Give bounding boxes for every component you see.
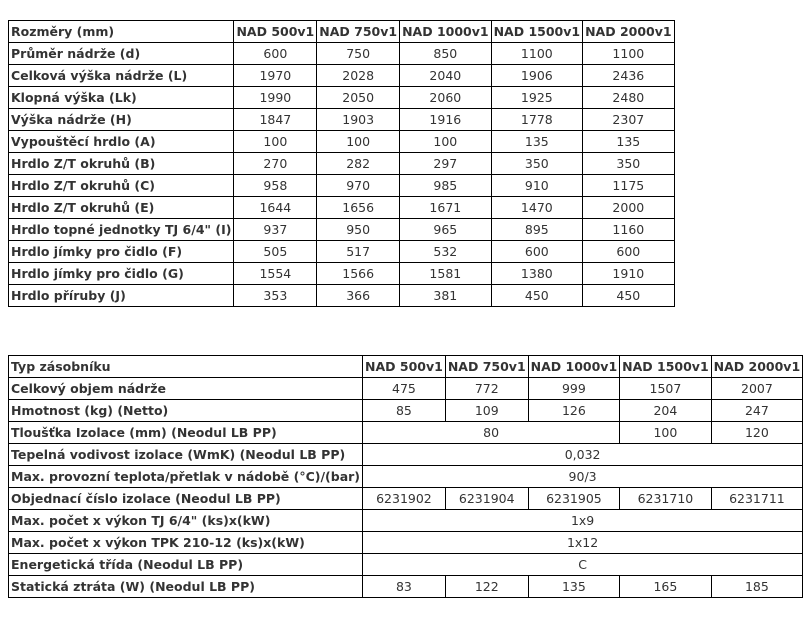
value-cell: 109 [445,400,528,422]
table-row [9,488,803,510]
value-cell: 6231711 [711,488,803,510]
table-title-cell: Typ zásobníku [9,356,363,378]
value-cell: 1x12 [363,532,803,554]
value-cell: 120 [711,422,803,444]
column-header: NAD 1500v1 [620,356,712,378]
value-cell: 958 [234,175,317,197]
row-label: Max. provozní teplota/přetlak v nádobě (°C)/(bar) [9,466,363,488]
row-label: Energetická třída (Neodul LB PP) [9,554,363,576]
column-header: NAD 2000v1 [711,356,803,378]
table-row [9,576,803,598]
table-row [9,175,675,197]
value-cell: 350 [491,153,583,175]
value-cell: 85 [363,400,446,422]
table-row [9,532,803,554]
row-label: Klopná výška (Lk) [9,87,234,109]
table-header-row [9,356,803,378]
value-cell: 1916 [400,109,492,131]
row-label: Hrdlo Z/T okruhů (E) [9,197,234,219]
column-header: NAD 1000v1 [400,21,492,43]
value-cell: 247 [711,400,803,422]
value-cell: 2307 [583,109,675,131]
value-cell: 2000 [583,197,675,219]
value-cell: 270 [234,153,317,175]
value-cell: 1906 [491,65,583,87]
value-cell: 135 [528,576,620,598]
value-cell: 6231710 [620,488,712,510]
value-cell: 1100 [491,43,583,65]
tank-specs-table [8,355,803,598]
row-label: Hmotnost (kg) (Netto) [9,400,363,422]
value-cell: 6231904 [445,488,528,510]
value-cell: 135 [583,131,675,153]
column-header: NAD 750v1 [317,21,400,43]
row-label: Hrdlo příruby (J) [9,285,234,307]
value-cell: 100 [317,131,400,153]
value-cell: 1175 [583,175,675,197]
value-cell: 1507 [620,378,712,400]
value-cell: 100 [620,422,712,444]
value-cell: 1644 [234,197,317,219]
value-cell: 1554 [234,263,317,285]
row-label: Tepelná vodivost izolace (WmK) (Neodul LB PP) [9,444,363,466]
value-cell: 353 [234,285,317,307]
row-label: Max. počet x výkon TJ 6/4" (ks)x(kW) [9,510,363,532]
table-row [9,43,675,65]
value-cell: 450 [491,285,583,307]
value-cell: 122 [445,576,528,598]
row-label: Max. počet x výkon TPK 210-12 (ks)x(kW) [9,532,363,554]
value-cell: 1778 [491,109,583,131]
row-label: Celkový objem nádrže [9,378,363,400]
table-title-cell: Rozměry (mm) [9,21,234,43]
value-cell: 450 [583,285,675,307]
table-row [9,131,675,153]
column-header: NAD 1000v1 [528,356,620,378]
value-cell: 100 [400,131,492,153]
row-label: Hrdlo Z/T okruhů (B) [9,153,234,175]
table-row [9,378,803,400]
value-cell: 1470 [491,197,583,219]
value-cell: 350 [583,153,675,175]
value-cell: 1380 [491,263,583,285]
value-cell: 366 [317,285,400,307]
value-cell: 6231905 [528,488,620,510]
row-label: Vypouštěcí hrdlo (A) [9,131,234,153]
value-cell: 895 [491,219,583,241]
value-cell: 1990 [234,87,317,109]
value-cell: 1903 [317,109,400,131]
table-row [9,466,803,488]
row-label: Výška nádrže (H) [9,109,234,131]
value-cell: 2007 [711,378,803,400]
table-row [9,65,675,87]
table-row [9,219,675,241]
value-cell: 2060 [400,87,492,109]
value-cell: 999 [528,378,620,400]
value-cell: 204 [620,400,712,422]
value-cell: 0,032 [363,444,803,466]
row-label: Statická ztráta (W) (Neodul LB PP) [9,576,363,598]
value-cell: 772 [445,378,528,400]
tank-specs-table-body [9,356,803,598]
row-label: Tloušťka Izolace (mm) (Neodul LB PP) [9,422,363,444]
column-header: NAD 500v1 [363,356,446,378]
value-cell: 1656 [317,197,400,219]
value-cell: 532 [400,241,492,263]
value-cell: 297 [400,153,492,175]
value-cell: 985 [400,175,492,197]
value-cell: 1100 [583,43,675,65]
value-cell: 80 [363,422,620,444]
table-row [9,285,675,307]
table-row [9,422,803,444]
value-cell: 2040 [400,65,492,87]
value-cell: 1160 [583,219,675,241]
value-cell: 517 [317,241,400,263]
value-cell: 1581 [400,263,492,285]
value-cell: 165 [620,576,712,598]
table-row [9,554,803,576]
value-cell: 83 [363,576,446,598]
row-label: Hrdlo jímky pro čidlo (F) [9,241,234,263]
value-cell: 750 [317,43,400,65]
value-cell: 965 [400,219,492,241]
table-row [9,87,675,109]
table-header-row [9,21,675,43]
value-cell: 950 [317,219,400,241]
value-cell: 1910 [583,263,675,285]
value-cell: 475 [363,378,446,400]
value-cell: 381 [400,285,492,307]
column-header: NAD 2000v1 [583,21,675,43]
table-row [9,153,675,175]
row-label: Hrdlo Z/T okruhů (C) [9,175,234,197]
row-label: Průměr nádrže (d) [9,43,234,65]
value-cell: 2050 [317,87,400,109]
table-row [9,444,803,466]
row-label: Hrdlo topné jednotky TJ 6/4" (I) [9,219,234,241]
value-cell: 1566 [317,263,400,285]
value-cell: 100 [234,131,317,153]
value-cell: 2028 [317,65,400,87]
dimensions-table-body [9,21,675,307]
value-cell: 1970 [234,65,317,87]
value-cell: 1671 [400,197,492,219]
value-cell: 850 [400,43,492,65]
table-row [9,400,803,422]
table-row [9,197,675,219]
row-label: Celková výška nádrže (L) [9,65,234,87]
value-cell: 90/3 [363,466,803,488]
table-row [9,109,675,131]
value-cell: C [363,554,803,576]
table-row [9,263,675,285]
dimensions-table [8,20,675,307]
value-cell: 600 [583,241,675,263]
value-cell: 1x9 [363,510,803,532]
table-row [9,241,675,263]
value-cell: 135 [491,131,583,153]
column-header: NAD 750v1 [445,356,528,378]
column-header: NAD 500v1 [234,21,317,43]
value-cell: 600 [234,43,317,65]
value-cell: 937 [234,219,317,241]
value-cell: 1847 [234,109,317,131]
value-cell: 6231902 [363,488,446,510]
value-cell: 910 [491,175,583,197]
value-cell: 185 [711,576,803,598]
value-cell: 2436 [583,65,675,87]
row-label: Hrdlo jímky pro čidlo (G) [9,263,234,285]
value-cell: 126 [528,400,620,422]
value-cell: 2480 [583,87,675,109]
column-header: NAD 1500v1 [491,21,583,43]
value-cell: 282 [317,153,400,175]
row-label: Objednací číslo izolace (Neodul LB PP) [9,488,363,510]
value-cell: 505 [234,241,317,263]
value-cell: 600 [491,241,583,263]
table-row [9,510,803,532]
value-cell: 970 [317,175,400,197]
value-cell: 1925 [491,87,583,109]
